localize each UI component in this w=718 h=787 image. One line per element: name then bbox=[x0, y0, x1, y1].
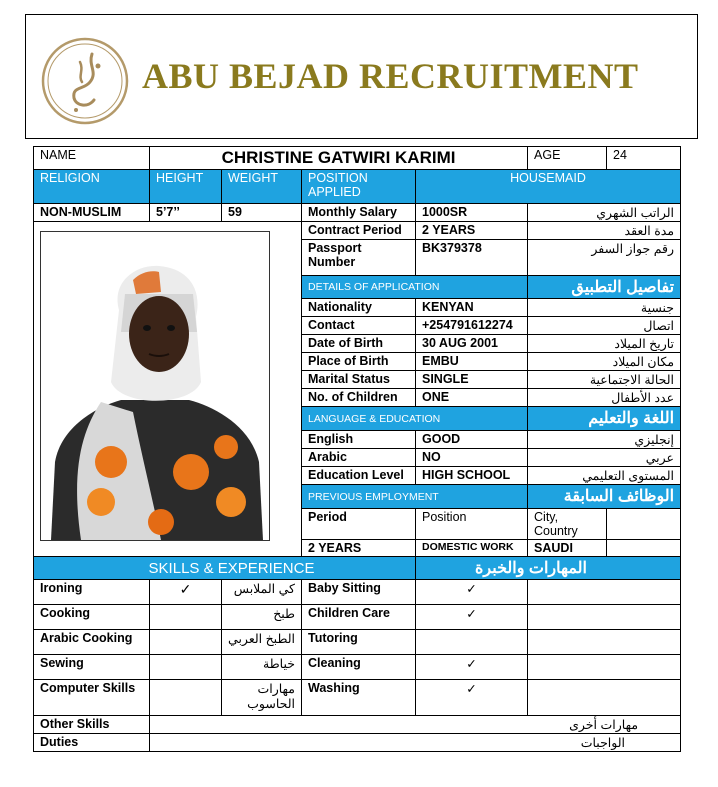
employment-location-value: SAUDI bbox=[528, 540, 607, 557]
age-label: AGE bbox=[528, 147, 607, 170]
weight-value: 59 bbox=[222, 204, 302, 222]
skill-cleaning-label: Cleaning bbox=[302, 655, 416, 680]
skill-childrencare-empty bbox=[528, 605, 681, 630]
education-label: Education Level bbox=[302, 467, 416, 485]
skill-babysitting-check: ✓ bbox=[416, 580, 528, 605]
skill-ironing-ar: كي الملابس bbox=[222, 580, 302, 605]
dob-label: Date of Birth bbox=[302, 335, 416, 353]
religion-label: RELIGION bbox=[34, 170, 150, 204]
application-form bbox=[33, 146, 681, 752]
period-label-ar: مدة العقد bbox=[528, 222, 681, 240]
employment-period-value: 2 YEARS bbox=[302, 540, 416, 557]
skill-sewing-ar: خياطة bbox=[222, 655, 302, 680]
arabic-label-ar: عربي bbox=[528, 449, 681, 467]
skill-sewing-check bbox=[150, 655, 222, 680]
dob-label-ar: تاريخ الميلاد bbox=[528, 335, 681, 353]
passport-label: Passport Number bbox=[302, 240, 416, 276]
employment-heading-ar: الوظائف السابقة bbox=[528, 485, 681, 509]
children-value: ONE bbox=[416, 389, 528, 407]
skill-cooking-label: Cooking bbox=[34, 605, 150, 630]
marital-value: SINGLE bbox=[416, 371, 528, 389]
duties-ar: الواجبات bbox=[150, 734, 681, 752]
nationality-value: KENYAN bbox=[416, 299, 528, 317]
marital-label-ar: الحالة الاجتماعية bbox=[528, 371, 681, 389]
skill-tutoring-label: Tutoring bbox=[302, 630, 416, 655]
skill-sewing-label: Sewing bbox=[34, 655, 150, 680]
company-name: ABU BEJAD RECRUITMENT bbox=[142, 56, 639, 96]
contact-value: +254791612274 bbox=[416, 317, 528, 335]
calligraphy-logo-icon bbox=[40, 36, 130, 126]
position-label: POSITION APPLIED bbox=[302, 170, 416, 204]
employment-location-label: City, Country bbox=[528, 509, 607, 540]
skill-washing-empty bbox=[528, 680, 681, 716]
education-label-ar: المستوى التعليمي bbox=[528, 467, 681, 485]
other-skills-label: Other Skills bbox=[34, 716, 150, 734]
name-label: NAME bbox=[34, 147, 150, 170]
position-value: HOUSEMAID bbox=[416, 170, 681, 204]
application-heading-ar: تفاصيل التطبيق bbox=[528, 276, 681, 299]
employment-heading: PREVIOUS EMPLOYMENT bbox=[302, 485, 528, 509]
age-value: 24 bbox=[607, 147, 681, 170]
person-portrait-icon bbox=[41, 232, 269, 540]
nationality-label-ar: جنسية bbox=[528, 299, 681, 317]
skill-ironing-check: ✓ bbox=[150, 580, 222, 605]
skills-heading: SKILLS & EXPERIENCE bbox=[34, 557, 416, 580]
candidate-name: CHRISTINE GATWIRI KARIMI bbox=[150, 147, 528, 170]
passport-value: BK379378 bbox=[416, 240, 528, 276]
contact-label: Contact bbox=[302, 317, 416, 335]
english-label-ar: إنجليزي bbox=[528, 431, 681, 449]
children-label: No. of Children bbox=[302, 389, 416, 407]
duties-label: Duties bbox=[34, 734, 150, 752]
employment-position-label: Position bbox=[416, 509, 528, 540]
skill-arabiccooking-ar: الطبخ العربي bbox=[222, 630, 302, 655]
skill-tutoring-empty bbox=[528, 630, 681, 655]
salary-label: Monthly Salary bbox=[302, 204, 416, 222]
marital-label: Marital Status bbox=[302, 371, 416, 389]
pob-value: EMBU bbox=[416, 353, 528, 371]
other-skills-ar: مهارات أخرى bbox=[150, 716, 681, 734]
language-heading: LANGUAGE & EDUCATION bbox=[302, 407, 528, 431]
skill-cooking-ar: طبخ bbox=[222, 605, 302, 630]
salary-label-ar: الراتب الشهري bbox=[528, 204, 681, 222]
pob-label: Place of Birth bbox=[302, 353, 416, 371]
height-label: HEIGHT bbox=[150, 170, 222, 204]
skill-tutoring-check bbox=[416, 630, 528, 655]
education-value: HIGH SCHOOL bbox=[416, 467, 528, 485]
employment-empty-cell bbox=[607, 509, 681, 540]
skill-babysitting-label: Baby Sitting bbox=[302, 580, 416, 605]
skill-cooking-check bbox=[150, 605, 222, 630]
english-value: GOOD bbox=[416, 431, 528, 449]
passport-label-ar: رقم جواز السفر bbox=[528, 240, 681, 276]
skill-washing-label: Washing bbox=[302, 680, 416, 716]
skill-ironing-label: Ironing bbox=[34, 580, 150, 605]
skill-cleaning-check: ✓ bbox=[416, 655, 528, 680]
skill-computer-label: Computer Skills bbox=[34, 680, 150, 716]
skill-cleaning-empty bbox=[528, 655, 681, 680]
children-label-ar: عدد الأطفال bbox=[528, 389, 681, 407]
employment-empty-cell-2 bbox=[607, 540, 681, 557]
period-value: 2 YEARS bbox=[416, 222, 528, 240]
contact-label-ar: اتصال bbox=[528, 317, 681, 335]
weight-label: WEIGHT bbox=[222, 170, 302, 204]
skill-childrencare-check: ✓ bbox=[416, 605, 528, 630]
nationality-label: Nationality bbox=[302, 299, 416, 317]
candidate-photo bbox=[40, 231, 270, 541]
skill-washing-check: ✓ bbox=[416, 680, 528, 716]
skill-arabiccooking-check bbox=[150, 630, 222, 655]
dob-value: 30 AUG 2001 bbox=[416, 335, 528, 353]
language-heading-ar: اللغة والتعليم bbox=[528, 407, 681, 431]
salary-value: 1000SR bbox=[416, 204, 528, 222]
period-label: Contract Period bbox=[302, 222, 416, 240]
skill-childrencare-label: Children Care bbox=[302, 605, 416, 630]
employment-period-label: Period bbox=[302, 509, 416, 540]
religion-value: NON-MUSLIM bbox=[34, 204, 150, 222]
skills-heading-ar: المهارات والخبرة bbox=[416, 557, 681, 580]
skill-computer-check bbox=[150, 680, 222, 716]
arabic-label: Arabic bbox=[302, 449, 416, 467]
english-label: English bbox=[302, 431, 416, 449]
photo-cell bbox=[34, 222, 302, 557]
skill-babysitting-empty bbox=[528, 580, 681, 605]
arabic-value: NO bbox=[416, 449, 528, 467]
skill-computer-ar: مهارات الحاسوب bbox=[222, 680, 302, 716]
application-heading: DETAILS OF APPLICATION bbox=[302, 276, 528, 299]
employment-position-value: DOMESTIC WORK bbox=[416, 540, 528, 557]
pob-label-ar: مكان الميلاد bbox=[528, 353, 681, 371]
skill-arabiccooking-label: Arabic Cooking bbox=[34, 630, 150, 655]
height-value: 5’7’’ bbox=[150, 204, 222, 222]
